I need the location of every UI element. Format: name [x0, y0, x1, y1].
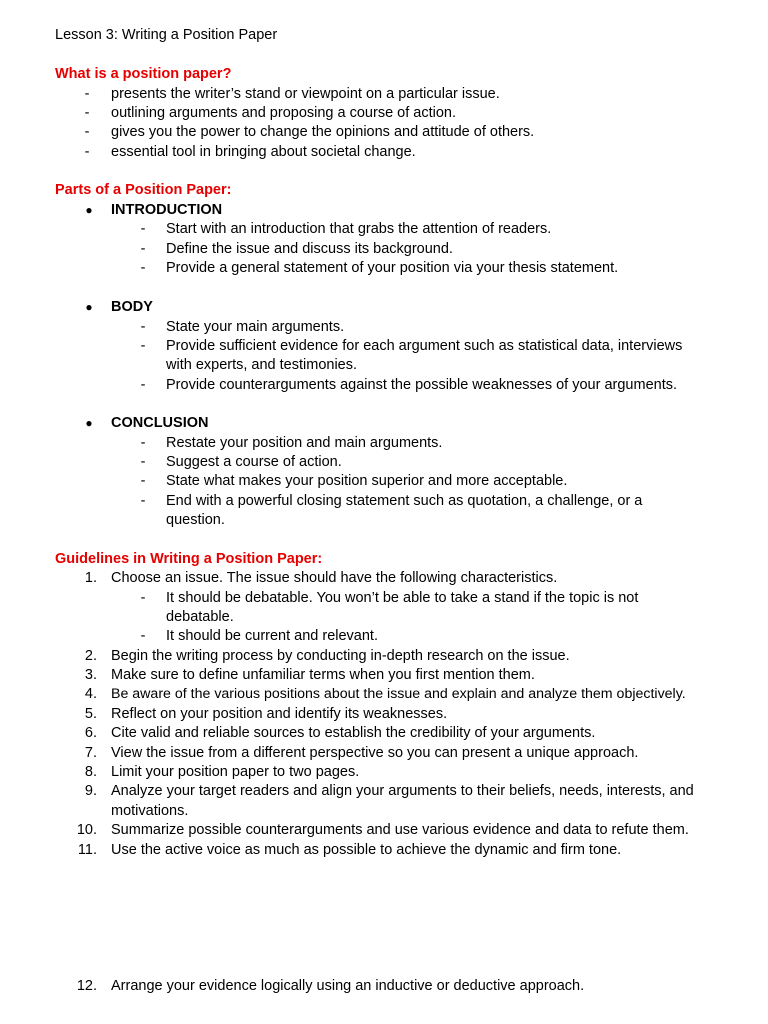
list-item: State what makes your position superior and more acceptable. [166, 473, 568, 489]
list-item-continuation: question. [166, 512, 225, 528]
list-item: Provide sufficient evidence for each argument such as statistical data, interviews [166, 338, 683, 354]
dash-marker: - [84, 124, 90, 140]
list-item: Make sure to define unfamiliar terms when you first mention them. [111, 667, 535, 683]
list-item: Begin the writing process by conducting in-depth research on the issue. [111, 648, 570, 664]
dash-marker: - [140, 260, 146, 276]
list-item: Start with an introduction that grabs the attention of readers. [166, 221, 552, 237]
part-label-body: BODY [111, 299, 153, 315]
dash-marker: - [84, 144, 90, 160]
part-label-conclusion: CONCLUSION [111, 415, 209, 431]
list-item: Be aware of the various positions about the issue and explain and analyze them objectively. [111, 686, 686, 702]
list-number: 1. [84, 570, 97, 586]
section-heading-guidelines: Guidelines in Writing a Position Paper: [55, 551, 323, 567]
dash-marker: - [140, 338, 146, 354]
bullet-icon: ● [85, 203, 93, 217]
list-item: Reflect on your position and identify its weaknesses. [111, 706, 448, 722]
bullet-icon: ● [85, 416, 93, 430]
list-item: outlining arguments and proposing a course of action. [111, 105, 456, 121]
list-item: Choose an issue. The issue should have the following characteristics. [111, 570, 558, 586]
list-number: 5. [84, 706, 97, 722]
list-item: Arrange your evidence logically using an inductive or deductive approach. [111, 978, 585, 994]
list-item: gives you the power to change the opinions and attitude of others. [111, 124, 535, 140]
list-item: It should be debatable. You won’t be able to take a stand if the topic is not [166, 590, 639, 606]
list-item: Use the active voice as much as possible to achieve the dynamic and firm tone. [111, 842, 622, 858]
list-number: 8. [84, 764, 97, 780]
dash-marker: - [140, 473, 146, 489]
list-number: 2. [84, 648, 97, 664]
list-item: Limit your position paper to two pages. [111, 764, 360, 780]
list-item: Provide a general statement of your position via your thesis statement. [166, 260, 619, 276]
list-number: 4. [84, 686, 97, 702]
dash-marker: - [140, 319, 146, 335]
list-item: Restate your position and main arguments. [166, 435, 443, 451]
list-item: It should be current and relevant. [166, 628, 378, 644]
list-item: presents the writer’s stand or viewpoint on a particular issue. [111, 86, 500, 102]
list-item: Summarize possible counterarguments and use various evidence and data to refute them. [111, 822, 689, 838]
list-item-continuation: debatable. [166, 609, 234, 625]
dash-marker: - [140, 241, 146, 257]
dash-marker: - [140, 628, 146, 644]
list-number: 12. [76, 978, 97, 994]
list-number: 6. [84, 725, 97, 741]
section-heading-what: What is a position paper? [55, 66, 232, 82]
list-item: View the issue from a different perspective so you can present a unique approach. [111, 745, 639, 761]
section-heading-parts: Parts of a Position Paper: [55, 182, 232, 198]
part-label-introduction: INTRODUCTION [111, 202, 223, 218]
dash-marker: - [84, 86, 90, 102]
list-item: End with a powerful closing statement such as quotation, a challenge, or a [166, 493, 643, 509]
list-number: 10. [76, 822, 97, 838]
list-number: 7. [84, 745, 97, 761]
list-item-continuation: motivations. [111, 803, 189, 819]
list-item-continuation: with experts, and testimonies. [166, 357, 358, 373]
dash-marker: - [140, 454, 146, 470]
dash-marker: - [84, 105, 90, 121]
page-title: Lesson 3: Writing a Position Paper [55, 27, 278, 43]
bullet-icon: ● [85, 300, 93, 314]
dash-marker: - [140, 435, 146, 451]
list-item: Suggest a course of action. [166, 454, 342, 470]
list-item: State your main arguments. [166, 319, 345, 335]
list-item: Cite valid and reliable sources to establish the credibility of your arguments. [111, 725, 596, 741]
dash-marker: - [140, 221, 146, 237]
list-number: 11. [77, 842, 97, 858]
list-number: 9. [84, 783, 97, 799]
list-number: 3. [84, 667, 97, 683]
dash-marker: - [140, 590, 146, 606]
list-item: Analyze your target readers and align your arguments to their beliefs, needs, interests, and [111, 783, 694, 799]
list-item: Provide counterarguments against the possible weaknesses of your arguments. [166, 377, 678, 393]
list-item: essential tool in bringing about societal change. [111, 144, 416, 160]
dash-marker: - [140, 377, 146, 393]
dash-marker: - [140, 493, 146, 509]
list-item: Define the issue and discuss its background. [166, 241, 453, 257]
